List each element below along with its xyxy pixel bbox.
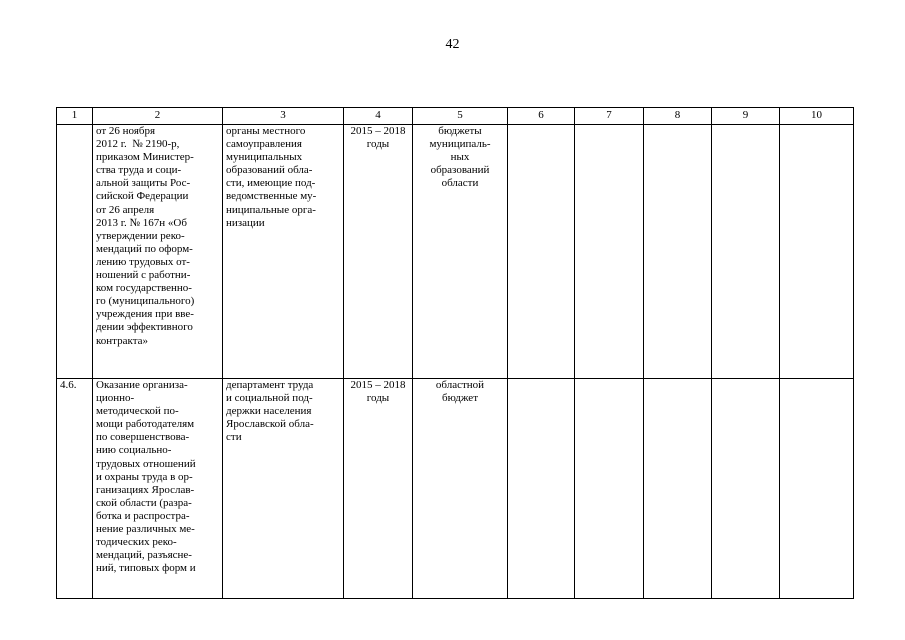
- header-cell-3: 3: [223, 108, 344, 125]
- table-cell-10: [780, 379, 854, 599]
- table-cell-7: [575, 379, 644, 599]
- header-cell-4: 4: [344, 108, 413, 125]
- row-number: 4.6.: [57, 379, 93, 599]
- table-cell-9: [712, 125, 780, 379]
- header-row: [57, 108, 854, 125]
- table-row: [57, 379, 854, 599]
- executor-cell: органы местного самоуправления муниципальных образований обла- сти, имеющие под- ведомственные му- ниципальные орга- низации: [223, 125, 344, 379]
- page-number: 42: [445, 37, 460, 52]
- table-cell-6: [508, 125, 575, 379]
- table-cell-9: [712, 379, 780, 599]
- row-number: [57, 125, 93, 379]
- table-row: [57, 125, 854, 379]
- period-cell: 2015 – 2018 годы: [344, 379, 413, 599]
- header-cell-6: 6: [508, 108, 575, 125]
- funding-source-cell: областной бюджет: [413, 379, 508, 599]
- measure-description: от 26 ноября 2012 г. № 2190-р, приказом Министер- ства труда и соци- альной защиты Рос- сийской Федерации от 26 апреля 2013 г. № 167н «Об утверждении реко- мендаций по оформ- лению трудовых от- ношений с работни- ком государственно- го (муниципального) учреждения при вве- дении эффективного контракта»: [93, 125, 223, 379]
- header-cell-8: 8: [644, 108, 712, 125]
- header-cell-10: 10: [780, 108, 854, 125]
- header-cell-9: 9: [712, 108, 780, 125]
- measures-table: [56, 107, 854, 599]
- header-cell-1: 1: [57, 108, 93, 125]
- header-cell-7: 7: [575, 108, 644, 125]
- table-cell-8: [644, 379, 712, 599]
- header-cell-5: 5: [413, 108, 508, 125]
- measure-description: Оказание организа- ционно- методической по- мощи работодателям по совершенствова- нию социально- трудовых отношений и охраны труда в ор- ганизациях Ярослав- ской области (разра- ботка и распростра- нение различных ме- тодических реко- мендаций, разъясне- ний, типовых форм и: [93, 379, 223, 599]
- table-cell-6: [508, 379, 575, 599]
- header-cell-2: 2: [93, 108, 223, 125]
- table-cell-8: [644, 125, 712, 379]
- table-cell-7: [575, 125, 644, 379]
- funding-source-cell: бюджеты муниципаль- ных образований области: [413, 125, 508, 379]
- table-cell-10: [780, 125, 854, 379]
- period-cell: 2015 – 2018 годы: [344, 125, 413, 379]
- executor-cell: департамент труда и социальной под- держки населения Ярославской обла- сти: [223, 379, 344, 599]
